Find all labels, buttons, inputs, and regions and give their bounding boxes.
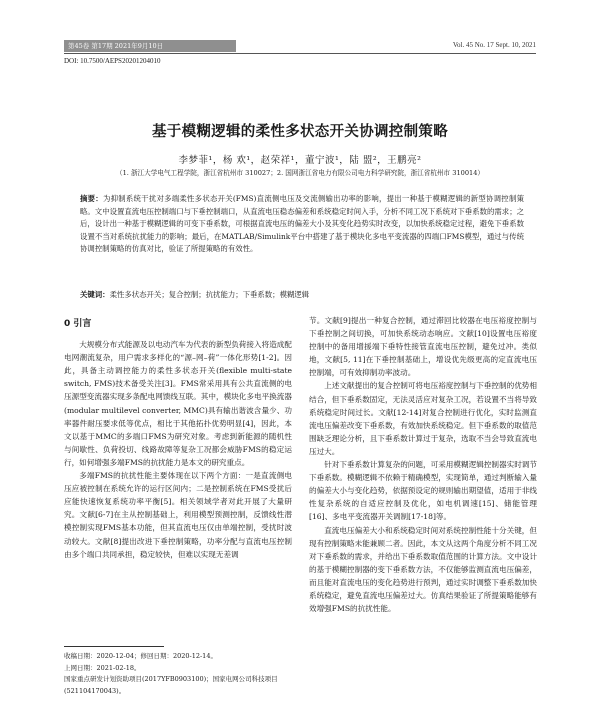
footnote-line: 国家重点研发计划资助项目(2017YFB0903100)；国家电网公司科技项目(521104170043)。 — [64, 675, 278, 695]
affiliation: （1. 浙江大学电气工程学院，浙江省杭州市 310027；2. 国网浙江省电力有限公司电力科学研究院，浙江省杭州市 310014） — [115, 169, 485, 177]
footnote-line: 上网日期：2021-02-18。 — [64, 663, 141, 672]
keywords-label: 关键词： — [80, 290, 110, 299]
abstract-text: 为抑制系统干扰对多端柔性多状态开关(FMS)直流侧电压及交流侧输出功率的影响，提出一种基于模糊逻辑的新型协调控制策略。文中设置直流电压控制端口与下垂控制端口，从直流电压稳态偏差和系统稳定时间入手，分析不同工况下系统对下垂系数的需求；之后，设计出一种基于模糊逻辑的可变下垂系数，可根据直流电压的偏差大小及其变化趋势实时改变，以加快系统稳定过程，避免下垂系数设置不当对系统抗扰能力的影响；最后，在MATLAB/Simulink平台中搭建了基于模块化多电平变流器的四端口FMS模型，通过与传统协调控制策略的仿真对比，验证了所提策略的有效性。 — [80, 194, 524, 254]
journal-issue-badge: 第45卷 第17期 2021年9月10日 — [64, 40, 236, 52]
authors: 李梦菲¹，杨 欢¹，赵荣祥¹，董宁波¹，陆 盟²，王鹏亮² — [178, 155, 422, 166]
paragraph: 大规模分布式能源及以电动汽车为代表的新型负荷接入将造成配电网潮流复杂，用户需求多样化的“源–网–荷”一体化形势[1-2]。因此，具备主动调控能力的柔性多状态开关(flexible multi-state switch, FMS)技术备受关注[3]。FMS常采用具有公共直流侧的电压源型变流器实现多条配电网馈线互联。其中，模块化多电平换流器(modular multilevel converter, MMC)具有输出谐波含量少、功率器件耐压要求低等优点，相比于其他拓扑优势明显[4]，因此，本文以基于MMC的多端口FMS为研究对象。考虑到新能源的随机性与间歇性、负荷投切、线路故障等复杂工况都会威胁FMS的稳定运行，如何增强多端FMS的抗扰能力是本文的研究重点。 — [64, 340, 292, 467]
doi: DOI: 10.7500/AEPS20201204010 — [64, 57, 161, 65]
keywords — [80, 289, 524, 301]
footnote-line: 收稿日期：2020-12-04；修回日期：2020-12-14。 — [64, 652, 217, 660]
footnote-rule — [64, 646, 164, 647]
paper-title: 基于模糊逻辑的柔性多状态开关协调控制策略 — [152, 124, 448, 140]
paragraph: 针对下垂系数计算复杂的问题，可采用模糊逻辑控制器实时调节下垂系数。模糊逻辑不依赖于精确模型，实现简单，通过判断输入量的偏差大小与变化趋势，依据预设定的规则输出期望值，适用于非线性复杂系统的自适应控制及优化，如电机调速[15]、储能管理[16]、多电平变流器开关调制[17-18]等。 — [309, 460, 537, 522]
keywords-text: 柔性多状态开关；复合控制；抗扰能力；下垂系数；模糊逻辑 — [109, 290, 310, 299]
footnote — [64, 651, 294, 697]
paragraph: 直流电压偏差大小和系统稳定时间对系统控制性能十分关键，但现有控制策略未能兼顾二者。因此，本文从这两个角度分析不同工况对下垂系数的需求，并给出下垂系数取值范围的计算方法。文中设计的基于模糊控制器的变下垂系数方法，不仅能够监测直流电压偏差，而且能对直流电压的变化趋势进行预判，通过实时调整下垂系数加快系统稳定，避免直流电压偏差过大。仿真结果验证了所提策略能够有效增强FMS的抗扰性能。 — [309, 525, 537, 614]
left-column — [64, 314, 292, 561]
paragraph: 上述文献提出的复合控制可将电压裕度控制与下垂控制的优势相结合，但下垂系数固定，无法灵活应对复杂工况，若设置不当将导致系统稳定时间过长。文献[12-14]对复合控制进行优化，实时监测直流电压偏差改变下垂系数，有效加快系统稳定。但下垂系数的取值范围缺乏理论分析，且下垂系数计算过于复杂，选取不当会导致直流电压过大。 — [309, 381, 537, 456]
abstract — [80, 193, 524, 256]
right-column — [309, 314, 537, 615]
section-heading-introduction: 0 引言 — [64, 319, 92, 329]
journal-issue-english: Vol. 45 No. 17 Sept. 10, 2021 — [452, 41, 536, 49]
paragraph: 节。文献[9]提出一种复合控制，通过滞回比较器在电压裕度控制与下垂控制之间切换，可加快系统动态响应。文献[10]设置电压裕度控制中的备用增援端下垂特性接管直流电压控制，避免过冲。类似地，文献[5, 11]在下垂控制基础上，增设优先级更高的定直流电压控制端，可有效抑制功率波动。 — [309, 316, 537, 378]
paragraph: 多端FMS的抗扰性能主要体现在以下两个方面：一是直流侧电压应被控制在系统允许的运行区间内；二是控制系统在FMS受扰后应能快速恢复系统功率平衡[5]。相关领域学者对此开展了大量研究。文献[6-7]在主从控制基础上，利用模型预测控制，反馈线性潜模控制实现FMS基本功能，但其直流电压仅由单端控制，受扰时波动较大。文献[8]提出改进下垂控制策略，功率分配与直流电压控制由多个端口共同承担，稳定较快，但难以实现无差调 — [64, 471, 292, 559]
abstract-label: 摘要： — [80, 194, 103, 203]
header-rule — [64, 53, 536, 54]
